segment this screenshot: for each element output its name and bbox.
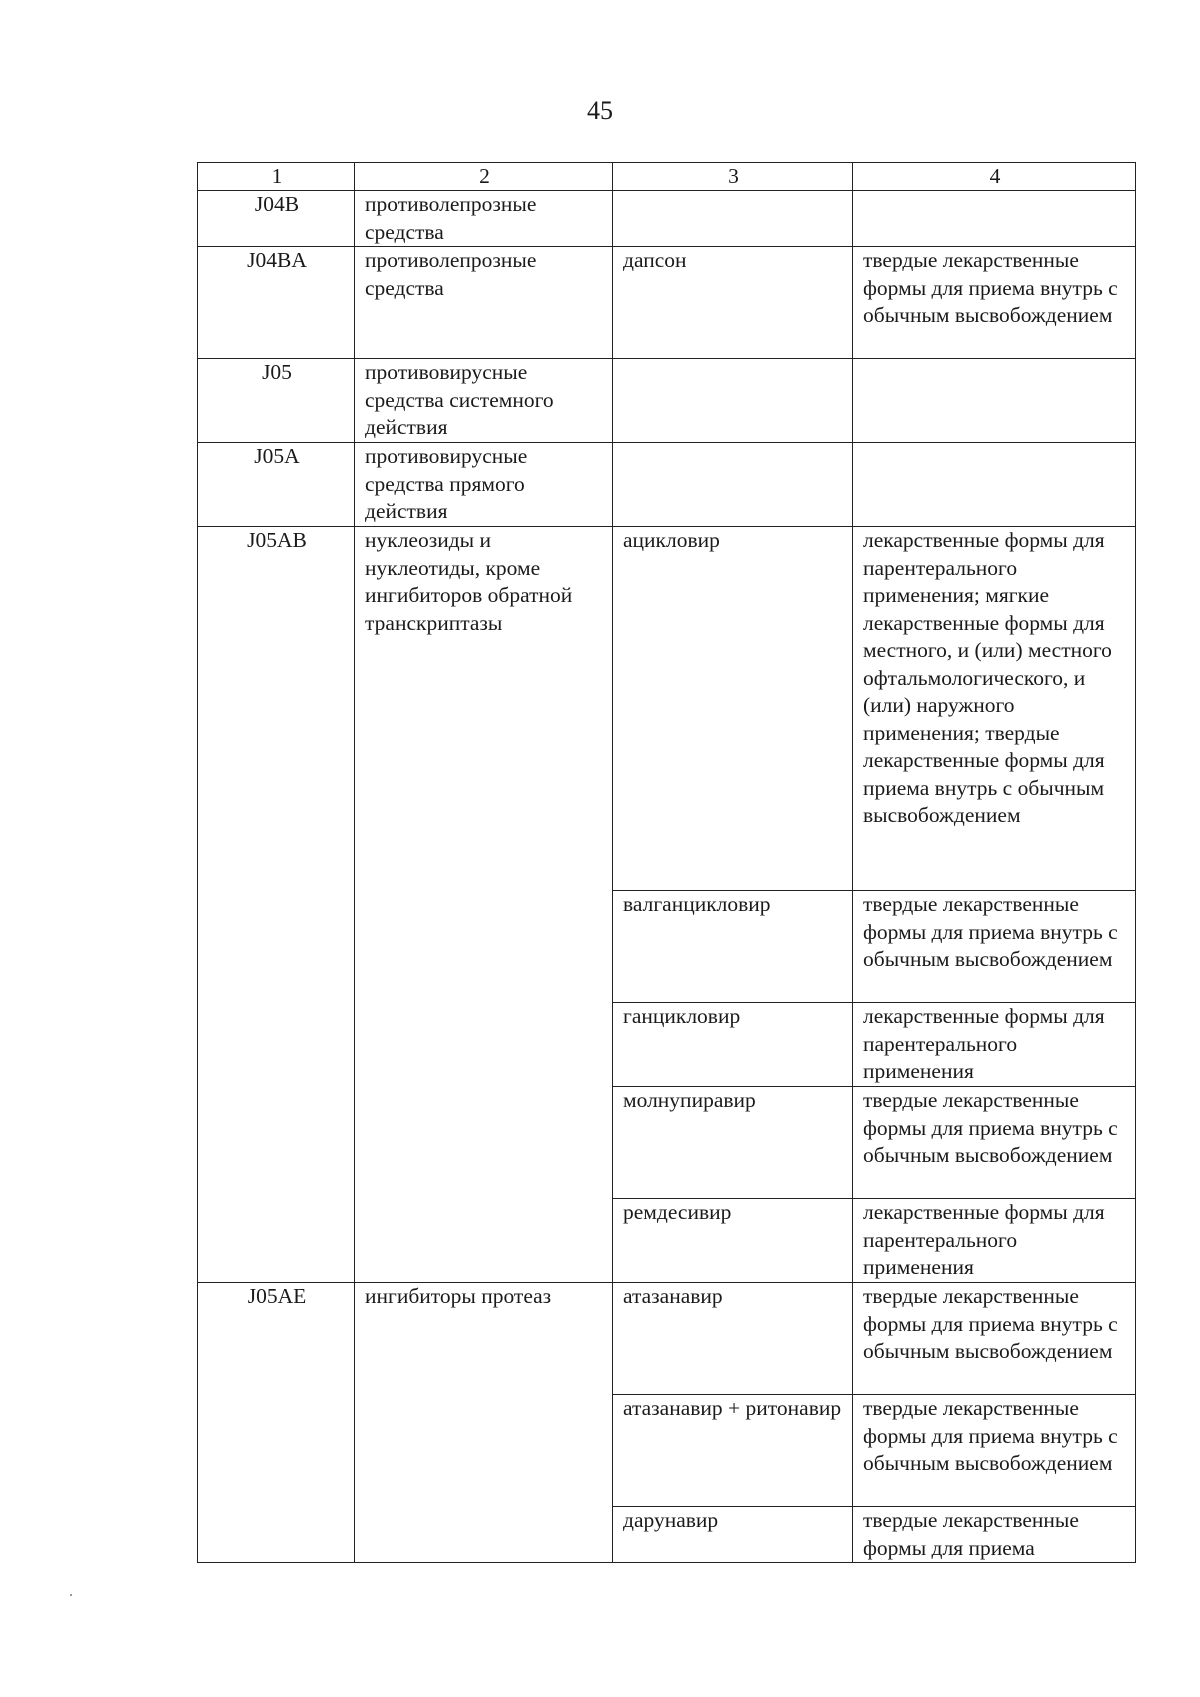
dosage-form-cell [853, 191, 1136, 247]
dosage-form-cell: твердые лекарственные формы для приема внутрь с обычным высвобождением [853, 891, 1136, 1003]
dosage-form-cell: твердые лекарственные формы для приема [853, 1507, 1136, 1563]
column-header: 1 [198, 163, 355, 191]
column-header: 3 [613, 163, 853, 191]
drug-name-cell [613, 443, 853, 527]
atc-code-cell: J05AE [198, 1283, 355, 1563]
drug-table [197, 162, 1136, 1563]
group-name-cell: противолепрозные средства [355, 247, 613, 359]
group-name-cell: противовирусные средства прямого действия [355, 443, 613, 527]
drug-name-cell: дарунавир [613, 1507, 853, 1563]
group-name-cell: противовирусные средства системного действия [355, 359, 613, 443]
dosage-form-cell: твердые лекарственные формы для приема внутрь с обычным высвобождением [853, 1087, 1136, 1199]
group-name-cell: противолепрозные средства [355, 191, 613, 247]
dosage-form-cell: твердые лекарственные формы для приема внутрь с обычным высвобождением [853, 1283, 1136, 1395]
drug-name-cell: дапсон [613, 247, 853, 359]
drug-name-cell: ремдесивир [613, 1199, 853, 1283]
dosage-form-cell: твердые лекарственные формы для приема внутрь с обычным высвобождением [853, 247, 1136, 359]
atc-code-cell: J05AB [198, 527, 355, 1283]
atc-code-cell: J04B [198, 191, 355, 247]
dosage-form-cell: твердые лекарственные формы для приема внутрь с обычным высвобождением [853, 1395, 1136, 1507]
drug-name-cell [613, 359, 853, 443]
atc-code-cell: J05 [198, 359, 355, 443]
page-number: 45 [587, 96, 613, 125]
drug-name-cell [613, 191, 853, 247]
dosage-form-cell [853, 359, 1136, 443]
table-row [198, 247, 1136, 359]
group-name-cell: ингибиторы протеаз [355, 1283, 613, 1563]
column-header: 4 [853, 163, 1136, 191]
table-row [198, 443, 1136, 527]
table-row [198, 1283, 1136, 1395]
scan-speck [70, 1594, 72, 1596]
drug-name-cell: атазанавир [613, 1283, 853, 1395]
drug-name-cell: атазанавир + ритонавир [613, 1395, 853, 1507]
table-row [198, 191, 1136, 247]
drug-name-cell: валганцикловир [613, 891, 853, 1003]
atc-code-cell: J05A [198, 443, 355, 527]
table-row [198, 527, 1136, 891]
dosage-form-cell: лекарственные формы для парентерального применения [853, 1003, 1136, 1087]
group-name-cell: нуклеозиды и нуклеотиды, кроме ингибиторов обратной транскриптазы [355, 527, 613, 1283]
drug-name-cell: молнупиравир [613, 1087, 853, 1199]
dosage-form-cell: лекарственные формы для парентерального применения; мягкие лекарственные формы для местного, и (или) местного офтальмологического, и (или) наружного применения; твердые лекарственные формы для приема внутрь с обычным высвобождением [853, 527, 1136, 891]
column-header: 2 [355, 163, 613, 191]
atc-code-cell: J04BA [198, 247, 355, 359]
dosage-form-cell: лекарственные формы для парентерального применения [853, 1199, 1136, 1283]
drug-name-cell: ацикловир [613, 527, 853, 891]
drug-name-cell: ганцикловир [613, 1003, 853, 1087]
table-header-row [198, 163, 1136, 191]
dosage-form-cell [853, 443, 1136, 527]
table-row [198, 359, 1136, 443]
